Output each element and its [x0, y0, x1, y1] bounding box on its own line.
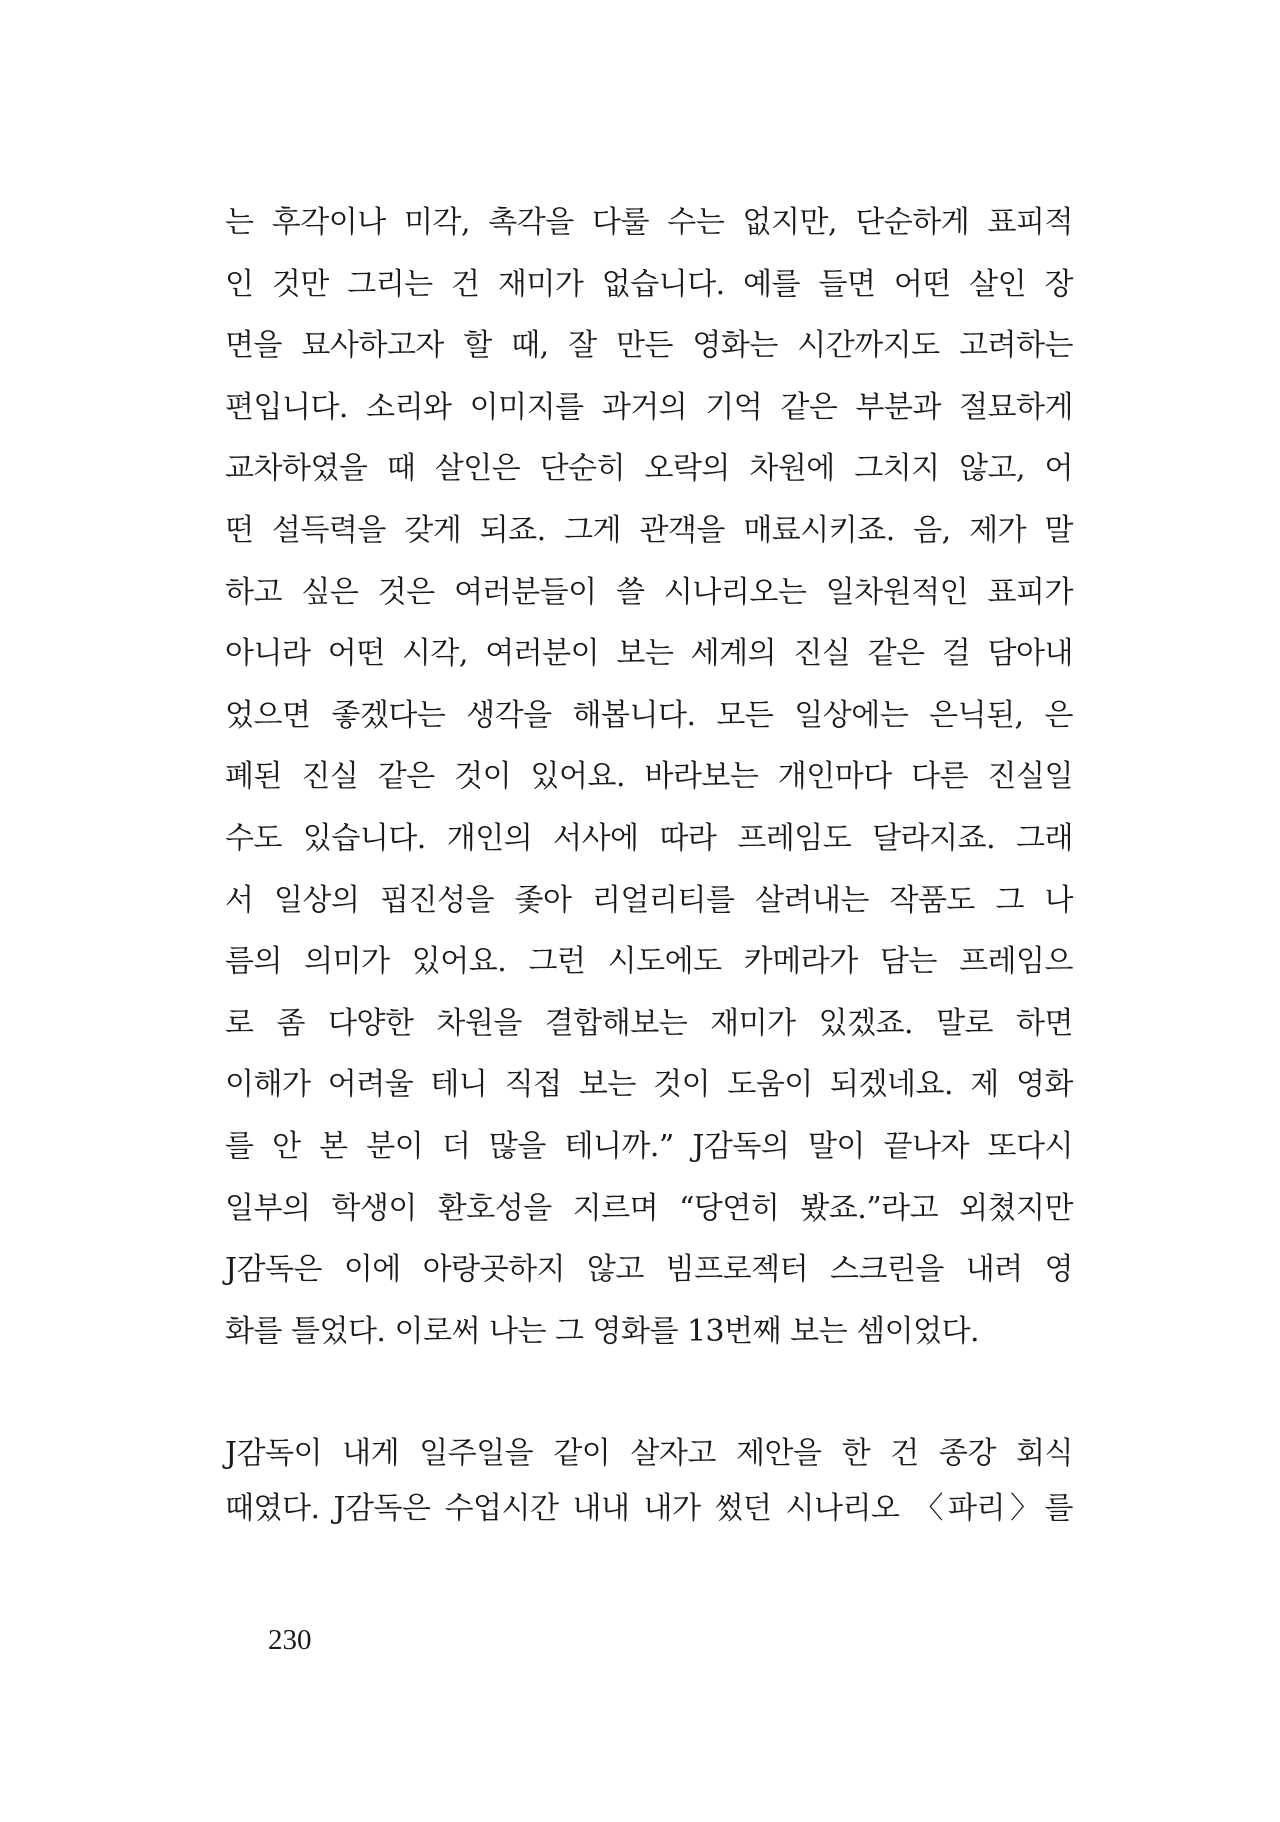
text-line: 인 것만 그리는 건 재미가 없습니다. 예를 들면 어떤 살인 장: [225, 266, 1073, 302]
text-line: 서 일상의 핍진성을 좇아 리얼리티를 살려내는 작품도 그 나: [225, 882, 1073, 918]
text-line: 는 후각이나 미각, 촉각을 다룰 수는 없지만, 단순하게 표피적: [225, 205, 1073, 240]
paragraph-2: [225, 1426, 1073, 1536]
text-line: 폐된 진실 같은 것이 있어요. 바라보는 개인마다 다른 진실일: [225, 759, 1073, 795]
text-line: 를 안 본 분이 더 많을 테니까.” J감독의 말이 끝나자 또다시: [225, 1128, 1073, 1164]
text-line-paragraph-end: 화를 틀었다. 이로써 나는 그 영화를 13번째 보는 셈이었다.: [225, 1313, 980, 1349]
text-line: 떤 설득력을 갖게 되죠. 그게 관객을 매료시키죠. 음, 제가 말: [225, 512, 1073, 548]
text-line: 하고 싶은 것은 여러분들이 쓸 시나리오는 일차원적인 표피가: [225, 574, 1073, 610]
text-line: 편입니다. 소리와 이미지를 과거의 기억 같은 부분과 절묘하게: [225, 389, 1073, 425]
text-line: 교차하였을 때 살인은 단순히 오락의 차원에 그치지 않고, 어: [225, 451, 1073, 487]
text-line: 수도 있습니다. 개인의 서사에 따라 프레임도 달라지죠. 그래: [225, 820, 1073, 856]
text-line: 일부의 학생이 환호성을 지르며 “당연히 봤죠.”라고 외쳤지만: [225, 1190, 1073, 1226]
page-number: 230: [268, 1624, 312, 1656]
paragraph-1: [225, 192, 1073, 1362]
text-line: J감독은 이에 아랑곳하지 않고 빔프로젝터 스크린을 내려 영: [225, 1252, 1073, 1288]
text-line: J감독이 내게 일주일을 같이 살자고 제안을 한 건 종강 회식: [225, 1436, 1073, 1471]
text-line: 이해가 어려울 테니 직접 보는 것이 도움이 되겠네요. 제 영화: [225, 1067, 1073, 1103]
text-line: 때였다. J감독은 수업시간 내내 내가 썼던 시나리오 〈파리〉를: [225, 1491, 1073, 1526]
text-line: 름의 의미가 있어요. 그런 시도에도 카메라가 담는 프레임으: [225, 944, 1073, 980]
text-line: 로 좀 다양한 차원을 결합해보는 재미가 있겠죠. 말로 하면: [225, 1005, 1073, 1041]
text-line: 면을 묘사하고자 할 때, 잘 만든 영화는 시간까지도 고려하는: [225, 328, 1073, 364]
text-line: 아니라 어떤 시각, 여러분이 보는 세계의 진실 같은 걸 담아내: [225, 636, 1073, 672]
text-line: 었으면 좋겠다는 생각을 해봅니다. 모든 일상에는 은닉된, 은: [225, 697, 1073, 733]
